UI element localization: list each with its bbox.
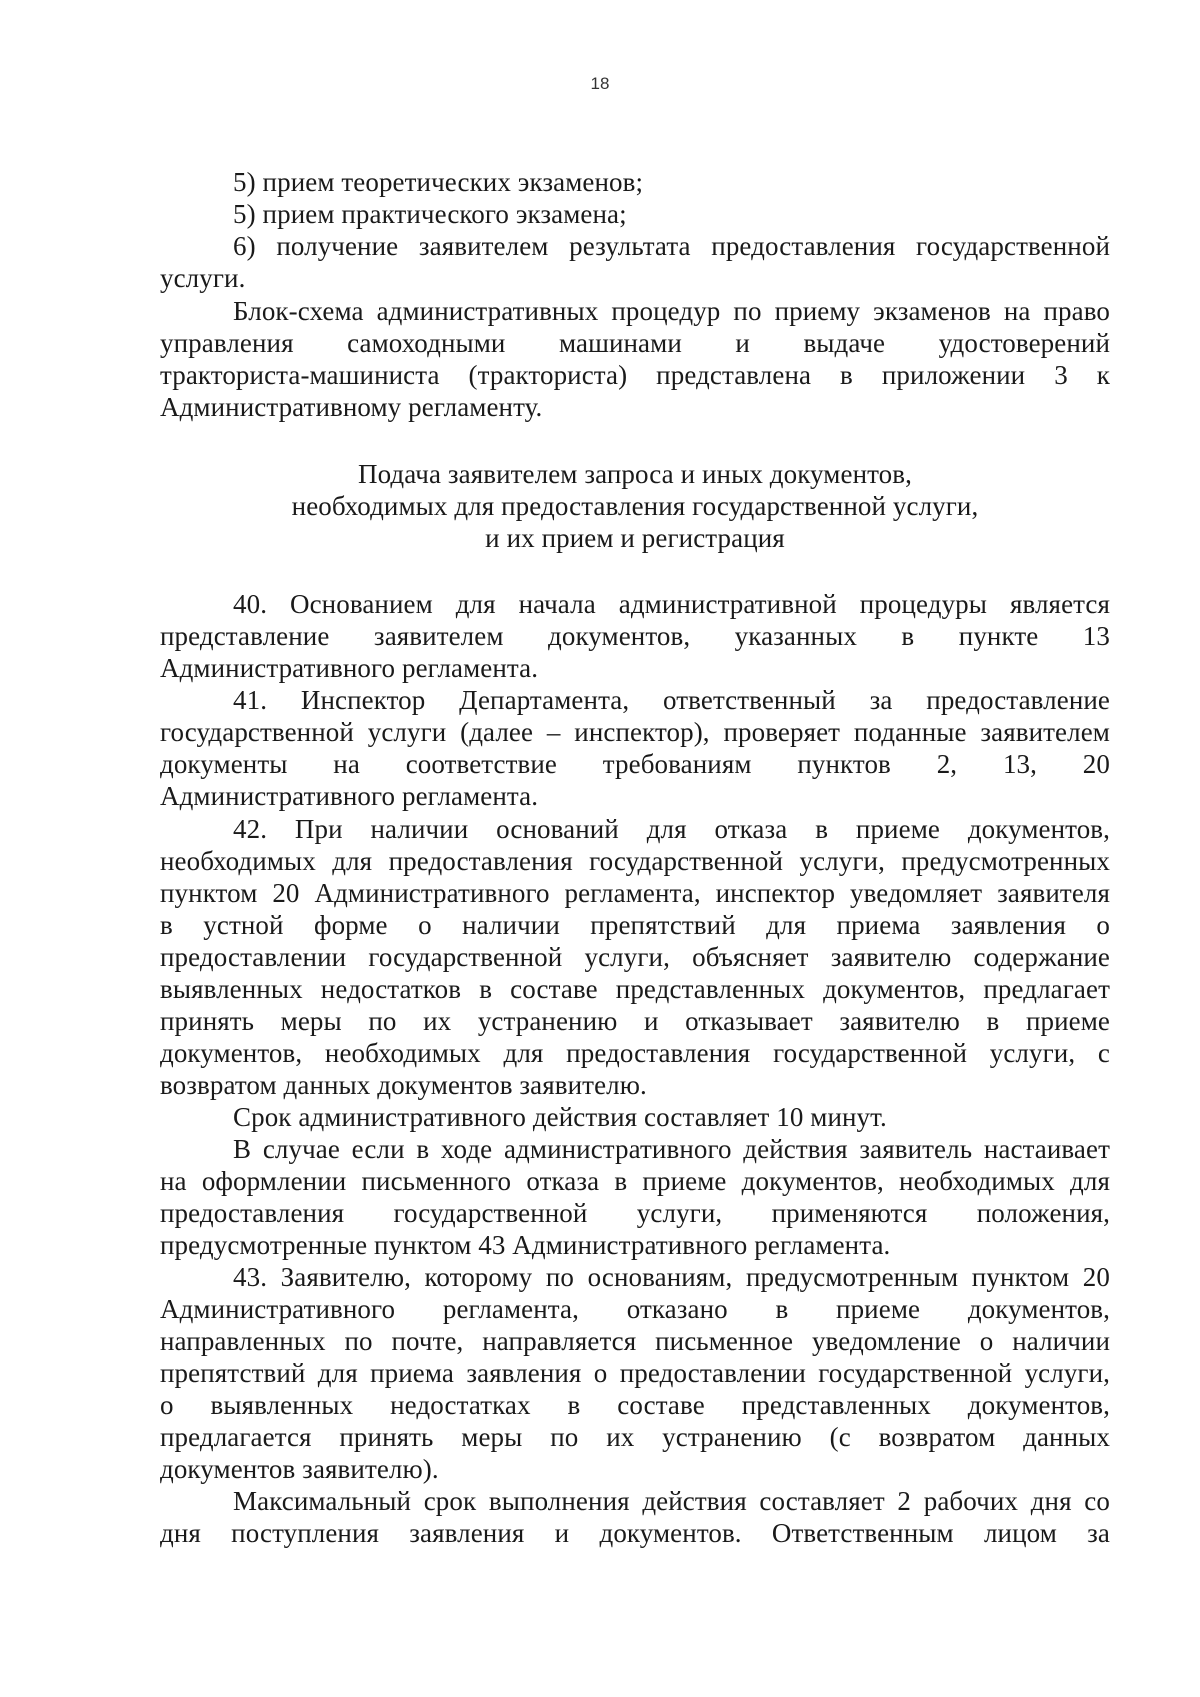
text-line: дня поступления заявления и документов. Ответственным лицом за xyxy=(160,1518,1110,1548)
text-line: 6) получение заявителем результата предоставления государственной xyxy=(233,231,1110,261)
text-line: выявленных недостатков в составе представленных документов, предлагает xyxy=(160,974,1110,1004)
text-line: Административному регламенту. xyxy=(160,392,543,422)
text-line: предоставлении государственной услуги, объясняет заявителю содержание xyxy=(160,942,1110,972)
text-line: Административного регламента. xyxy=(160,653,539,683)
text-line: о выявленных недостатках в составе представленных документов, xyxy=(160,1390,1110,1420)
text-line: услуги. xyxy=(160,263,246,293)
text-line: Административного регламента, отказано в приеме документов, xyxy=(160,1294,1110,1324)
text-line: в устной форме о наличии препятствий для приема заявления о xyxy=(160,910,1110,940)
page-number: 18 xyxy=(590,74,610,93)
text-line: предлагается принять меры по их устранению (с возвратом данных xyxy=(160,1422,1110,1452)
text-line: принять меры по их устранению и отказывает заявителю в приеме xyxy=(160,1006,1110,1036)
text-line: 41. Инспектор Департамента, ответственный за предоставление xyxy=(233,685,1110,715)
text-line: пунктом 20 Административного регламента, инспектор уведомляет заявителя xyxy=(160,878,1110,908)
text-line: 42. При наличии оснований для отказа в приеме документов, xyxy=(233,814,1110,844)
text-line: Административного регламента. xyxy=(160,781,539,811)
text-line: Максимальный срок выполнения действия составляет 2 рабочих дня со xyxy=(233,1486,1110,1516)
text-line: препятствий для приема заявления о предоставлении государственной услуги, xyxy=(160,1358,1110,1388)
text-line: 5) прием практического экзамена; xyxy=(233,199,627,229)
text-line: возвратом данных документов заявителю. xyxy=(160,1070,647,1100)
text-line: тракториста-машиниста (тракториста) представлена в приложении 3 к xyxy=(160,360,1110,390)
section-heading-line: Подача заявителем запроса и иных документов, xyxy=(358,459,912,489)
text-line: государственной услуги (далее – инспектор), проверяет поданные заявителем xyxy=(160,717,1110,747)
text-line: документов, необходимых для предоставления государственной услуги, с xyxy=(160,1038,1110,1068)
text-line: Срок административного действия составляет 10 минут. xyxy=(233,1102,887,1132)
text-line: предусмотренные пунктом 43 Административного регламента. xyxy=(160,1230,891,1260)
text-line: документов заявителю). xyxy=(160,1454,439,1484)
text-line: В случае если в ходе административного действия заявитель настаивает xyxy=(233,1134,1110,1164)
text-line: представление заявителем документов, указанных в пункте 13 xyxy=(160,621,1110,651)
text-line: документы на соответствие требованиям пунктов 2, 13, 20 xyxy=(160,749,1110,779)
text-line: 40. Основанием для начала административной процедуры является xyxy=(233,589,1110,619)
text-line: необходимых для предоставления государственной услуги, предусмотренных xyxy=(160,846,1110,876)
text-line: Блок-схема административных процедур по приему экзаменов на право xyxy=(233,296,1110,326)
text-line: 5) прием теоретических экзаменов; xyxy=(233,167,644,197)
text-line: на оформлении письменного отказа в приеме документов, необходимых для xyxy=(160,1166,1110,1196)
section-heading-line: необходимых для предоставления государственной услуги, xyxy=(291,491,979,521)
text-line: 43. Заявителю, которому по основаниям, предусмотренным пунктом 20 xyxy=(233,1262,1110,1292)
text-line: управления самоходными машинами и выдаче удостоверений xyxy=(160,328,1110,358)
text-line: предоставления государственной услуги, применяются положения, xyxy=(160,1198,1110,1228)
section-heading-line: и их прием и регистрация xyxy=(485,523,785,553)
text-line: направленных по почте, направляется письменное уведомление о наличии xyxy=(160,1326,1110,1356)
